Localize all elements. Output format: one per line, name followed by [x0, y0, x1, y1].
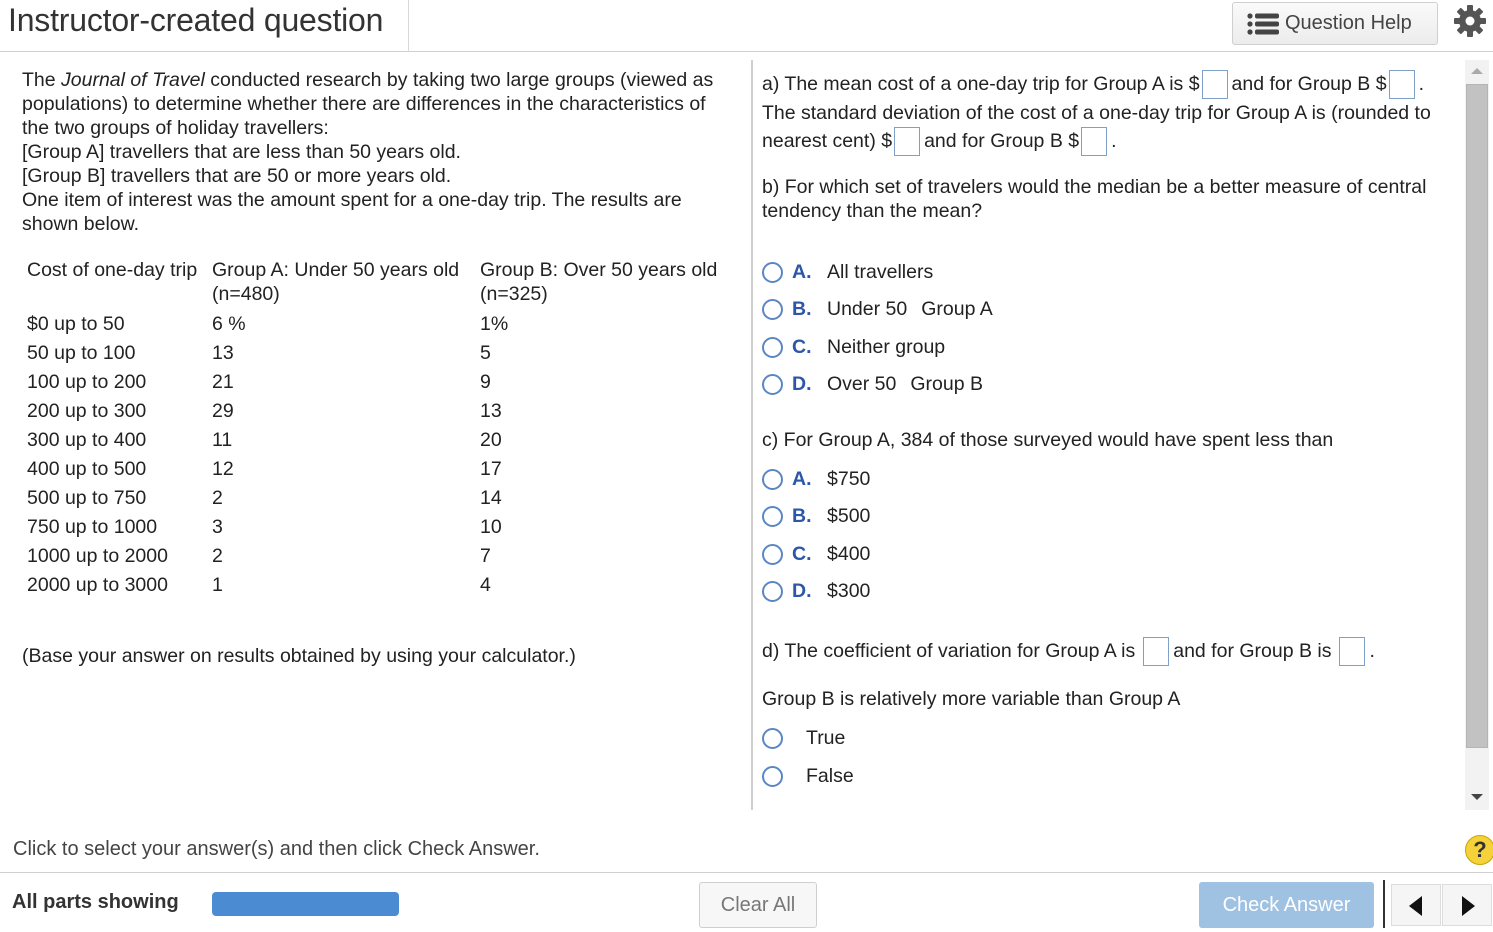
cost-cell: 300 up to 400 [27, 429, 147, 451]
table-row [22, 484, 730, 513]
group-b-cell: 1% [480, 313, 509, 335]
group-a-definition: [Group A] travellers that are less than 50 years old. [22, 141, 461, 163]
mean-group-a-input[interactable] [1202, 70, 1228, 99]
header-group-a-label: Group A: Under 50 years old [212, 259, 460, 281]
scroll-down-arrow-icon[interactable] [1471, 794, 1483, 800]
part-b-option-a[interactable] [762, 257, 933, 287]
part-c-question: c) For Group A, 384 of those surveyed would have spent less than [762, 429, 1334, 451]
cv-group-b-input[interactable] [1339, 637, 1365, 666]
scroll-up-arrow-icon[interactable] [1471, 68, 1483, 74]
group-b-definition: [Group B] travellers that are 50 or more years old. [22, 165, 452, 187]
part-a-sd-text: nearest cent) $ [762, 130, 893, 152]
header-cost [22, 258, 212, 310]
group-a-cell: 29 [212, 400, 234, 422]
journal-name: Journal of Travel [61, 69, 205, 91]
part-d-option-false[interactable] [762, 761, 854, 791]
question-text [22, 68, 737, 236]
table-header-row [22, 258, 730, 310]
group-b-cell: 9 [480, 371, 491, 393]
group-b-cell: 5 [480, 342, 491, 364]
option-text-2: Group A [921, 297, 993, 320]
footer-divider [0, 872, 1493, 873]
part-d-option-true[interactable] [762, 723, 845, 753]
radio-button[interactable] [762, 728, 783, 749]
table-row [22, 426, 730, 455]
radio-button[interactable] [762, 337, 783, 358]
part-a-mean-text: a) The mean cost of a one-day trip for Group A is $ [762, 73, 1200, 95]
previous-button[interactable] [1391, 884, 1441, 926]
option-text: $750 [827, 467, 871, 490]
option-letter: D. [792, 372, 812, 395]
part-d-cv-a-text: d) The coefficient of variation for Group A is [762, 640, 1136, 662]
cost-cell: 1000 up to 2000 [27, 545, 168, 567]
cost-cell: $0 up to 50 [27, 313, 125, 335]
table-row [22, 339, 730, 368]
progress-bar [212, 892, 399, 916]
interest-sentence: One item of interest was the amount spent for a one-day trip. The results are shown below. [22, 189, 682, 235]
option-letter: A. [792, 467, 812, 490]
part-b-option-b[interactable] [762, 294, 993, 324]
page-title: Instructor-created question [8, 2, 384, 38]
period: . [1369, 640, 1375, 662]
question-help-label: Question Help [1285, 12, 1412, 34]
radio-button[interactable] [762, 299, 783, 320]
part-b-option-c[interactable] [762, 332, 945, 362]
group-a-cell: 13 [212, 342, 234, 364]
period: . [1418, 73, 1424, 95]
list-icon [1247, 13, 1279, 35]
part-b-question-2: tendency than the mean? [762, 200, 983, 222]
cv-group-a-input[interactable] [1143, 637, 1169, 666]
part-a-line-3 [762, 127, 1117, 156]
group-a-cell: 6 % [212, 313, 246, 335]
radio-button[interactable] [762, 581, 783, 602]
scroll-thumb[interactable] [1466, 84, 1488, 748]
intro-paragraph [22, 68, 737, 140]
check-answer-button[interactable]: Check Answer [1199, 882, 1374, 928]
arrow-right-icon [1462, 896, 1475, 916]
part-c-option-a[interactable] [762, 464, 870, 494]
header-cost-label: Cost of one-day trip [27, 259, 198, 281]
part-a-line-2: The standard deviation of the cost of a one-day trip for Group A is (rounded to [762, 102, 1431, 124]
radio-button[interactable] [762, 506, 783, 527]
group-b-cell: 4 [480, 574, 491, 596]
group-b-cell: 13 [480, 400, 502, 422]
option-text-2: Group B [910, 372, 983, 395]
option-text: False [806, 764, 854, 787]
nav-separator [1383, 880, 1385, 928]
group-b-cell: 14 [480, 487, 502, 509]
part-d-question [762, 637, 1375, 666]
pane-divider [751, 60, 753, 810]
option-text: Neither group [827, 335, 946, 358]
gear-icon[interactable] [1452, 3, 1488, 39]
group-a-cell: 2 [212, 487, 223, 509]
group-a-cell: 12 [212, 458, 234, 480]
header-group-a [212, 258, 480, 310]
option-text: All travellers [827, 260, 934, 283]
group-a-cell: 2 [212, 545, 223, 567]
help-question-icon[interactable]: ? [1465, 835, 1493, 865]
header-group-b-n: (n=325) [480, 283, 548, 305]
cost-cell: 2000 up to 3000 [27, 574, 168, 596]
group-a-cell: 3 [212, 516, 223, 538]
sd-group-b-input[interactable] [1081, 127, 1107, 156]
part-d-statement: Group B is relatively more variable than Group A [762, 688, 1181, 710]
radio-button[interactable] [762, 766, 783, 787]
part-b-question-1: b) For which set of travelers would the median be a better measure of central [762, 176, 1427, 198]
frequency-table [22, 258, 730, 600]
part-b-option-d[interactable] [762, 369, 983, 399]
group-a-cell: 1 [212, 574, 223, 596]
instruction-text: Click to select your answer(s) and then click Check Answer. [13, 838, 540, 860]
table-row [22, 571, 730, 600]
radio-button[interactable] [762, 544, 783, 565]
cost-cell: 50 up to 100 [27, 342, 136, 364]
table-row [22, 513, 730, 542]
arrow-left-icon [1409, 896, 1422, 916]
option-letter: C. [792, 542, 812, 565]
table-row [22, 542, 730, 571]
radio-button[interactable] [762, 262, 783, 283]
part-c-option-c[interactable] [762, 539, 870, 569]
part-c-option-b[interactable] [762, 501, 870, 531]
table-row [22, 397, 730, 426]
part-c-option-d[interactable] [762, 576, 870, 606]
group-a-cell: 21 [212, 371, 234, 393]
option-text: $300 [827, 579, 871, 602]
cost-cell: 200 up to 300 [27, 400, 147, 422]
option-letter: D. [792, 579, 812, 602]
cost-cell: 500 up to 750 [27, 487, 147, 509]
option-letter: C. [792, 335, 812, 358]
option-text: $500 [827, 504, 871, 527]
intro-lead: The [22, 69, 62, 91]
option-letter: A. [792, 260, 812, 283]
option-text: Under 50 [827, 297, 908, 320]
option-text: $400 [827, 542, 871, 565]
title-divider [408, 0, 409, 52]
table-row [22, 368, 730, 397]
mean-group-b-input[interactable] [1389, 70, 1415, 99]
group-b-cell: 20 [480, 429, 502, 451]
clear-all-button[interactable]: Clear All [699, 882, 817, 928]
header-bar [0, 0, 1493, 52]
part-a-line-1 [762, 70, 1424, 99]
group-a-cell: 11 [212, 429, 233, 451]
part-d-cv-b-text: and for Group B is [1173, 640, 1332, 662]
part-a-mean-b-text: and for Group B $ [1231, 73, 1387, 95]
option-text: True [806, 726, 846, 749]
period: . [1111, 130, 1117, 152]
radio-button[interactable] [762, 469, 783, 490]
radio-button[interactable] [762, 374, 783, 395]
cost-cell: 750 up to 1000 [27, 516, 158, 538]
intro-rest: conducted research by taking two large groups (viewed as populations) to determine whether there are differences in the characteristics of the two groups of holiday travellers: [22, 69, 714, 139]
group-b-cell: 10 [480, 516, 502, 538]
header-group-a-n: (n=480) [212, 283, 280, 305]
group-b-cell: 7 [480, 545, 491, 567]
option-letter: B. [792, 297, 812, 320]
next-button[interactable] [1442, 884, 1492, 926]
table-row [22, 455, 730, 484]
calculator-note: (Base your answer on results obtained by using your calculator.) [22, 645, 576, 667]
option-letter: B. [792, 504, 812, 527]
sd-group-a-input[interactable] [894, 127, 920, 156]
header-group-b [480, 258, 730, 310]
part-a-sd-b-text: and for Group B $ [924, 130, 1080, 152]
vertical-scrollbar[interactable] [1465, 60, 1489, 810]
option-text: Over 50 [827, 372, 897, 395]
cost-cell: 100 up to 200 [27, 371, 147, 393]
cost-cell: 400 up to 500 [27, 458, 147, 480]
table-row [22, 310, 730, 339]
all-parts-label: All parts showing [12, 891, 179, 913]
group-b-cell: 17 [480, 458, 502, 480]
question-help-button[interactable] [1232, 2, 1438, 45]
header-group-b-label: Group B: Over 50 years old [480, 259, 718, 281]
